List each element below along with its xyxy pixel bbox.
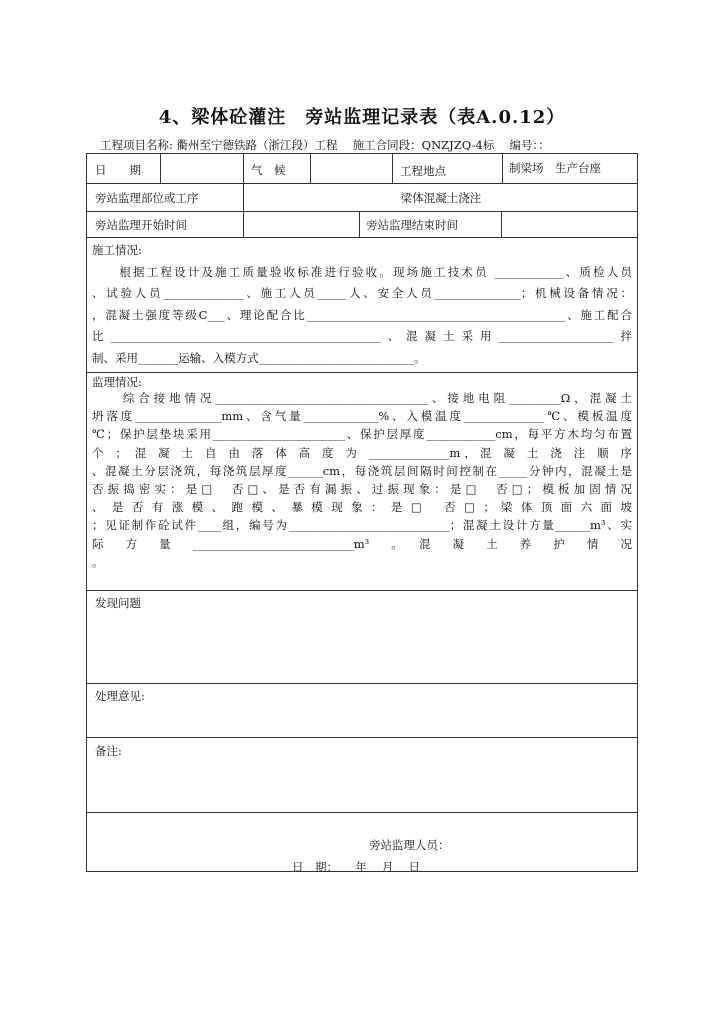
divider [310,154,311,183]
site-value: 制梁场 生产台座 [509,161,601,175]
divider [87,590,637,591]
construction-line: 、试验人员______________、施工人员_____人、安全人员_______________；机械设备情况： [92,286,632,300]
date-field[interactable] [163,156,241,181]
supervision-line: 际 方 量 ____________________________m³ 。 混 凝 土 养 护 情 况 [92,536,632,551]
supervision-section [92,375,632,571]
record-table [86,153,638,872]
supervision-line: 、混凝土分层浇筑，每浇筑层厚度______cm，每浇筑层间隔时间控制在_____分钟内，混凝土是 [92,463,632,478]
supervision-line: 个 ； 混 凝 土 自 由 落 体 高 度 为 ______________m，混 凝 土 浇 注 顺 序 [92,445,632,460]
weather-field[interactable] [313,156,390,181]
supervision-part-value: 梁体混凝土浇注 [400,191,482,205]
end-time-label: 旁站监理结束时间 [366,218,458,232]
divider [87,183,637,184]
supervision-line: 、 是 否 有 涨 模 、 跑 模 、 暴 模 现 象 ： 是 □ 否 □ ； 梁 体 顶 面 六 面 坡 [92,500,632,515]
remarks-label: 备注: [95,744,122,758]
opinion-label: 处理意见: [95,689,145,703]
divider [501,211,502,237]
date-label: 日 期 [95,163,141,177]
supervision-part-label: 旁站监理部位或工序 [95,191,199,205]
divider [160,154,161,183]
divider [87,812,637,813]
divider [87,237,637,238]
site-label: 工程地点 [400,164,446,178]
divider [87,683,637,684]
divider [392,154,393,183]
divider [87,737,637,738]
page-title: 4、梁体砼灌注 旁站监理记录表（表A.0.12） [158,107,566,128]
end-time-field[interactable] [504,213,634,235]
start-time-field[interactable] [246,213,356,235]
project-info: 工程项目名称: 衢州至宁德铁路（浙江段）工程 施工合同段：QNZJZQ-4标 编号：： [100,138,550,152]
construction-line: ，混凝土强度等级C___、理论配合比_____________________________________________、施工配合 [92,307,632,322]
construction-line: 比_______________________________________________、混凝土采用____________________拌 [92,329,632,343]
construction-heading: 施工情况: [92,243,142,257]
supervision-line: ；见证制作砼试件____组，编号为____________________________；混凝土设计方量______m³、实 [92,518,632,533]
divider [502,154,503,183]
supervision-heading: 监理情况: [92,375,142,389]
supervision-line: 综合接地情况_____________________________________、接地电阻_________Ω，混凝土 [92,391,632,405]
issues-label: 发现问题 [95,596,141,610]
supervision-line: ℃；保护层垫块采用_______________________、保护层厚度____________cm，每平方木均匀布置 [92,427,632,442]
start-time-label: 旁站监理开始时间 [95,218,187,232]
divider [87,211,637,212]
supervision-line: 坍落度_______________mm、含气量_____________%、入模温度______________℃、模板温度 [92,409,632,424]
divider [243,154,244,183]
supervision-line: 。 [92,554,104,569]
signature-date: 日 期： 年 月 日 [292,860,421,874]
construction-section [92,240,632,369]
supervisor-label: 旁站监理人员： [369,838,450,852]
construction-line: 制、采用_______运输、入模方式___________________________。 [92,350,426,365]
divider [359,211,360,237]
divider [87,372,637,373]
supervision-line: 否振捣密实：是□ 否□、是否有漏振、过振现象：是□ 否□；模板加固情况 [92,481,632,496]
weather-label: 气 候 [251,163,286,177]
construction-line: 根据工程设计及施工质量验收标准进行验收。现场施工技术员 ____________、质检人员 [92,264,632,279]
